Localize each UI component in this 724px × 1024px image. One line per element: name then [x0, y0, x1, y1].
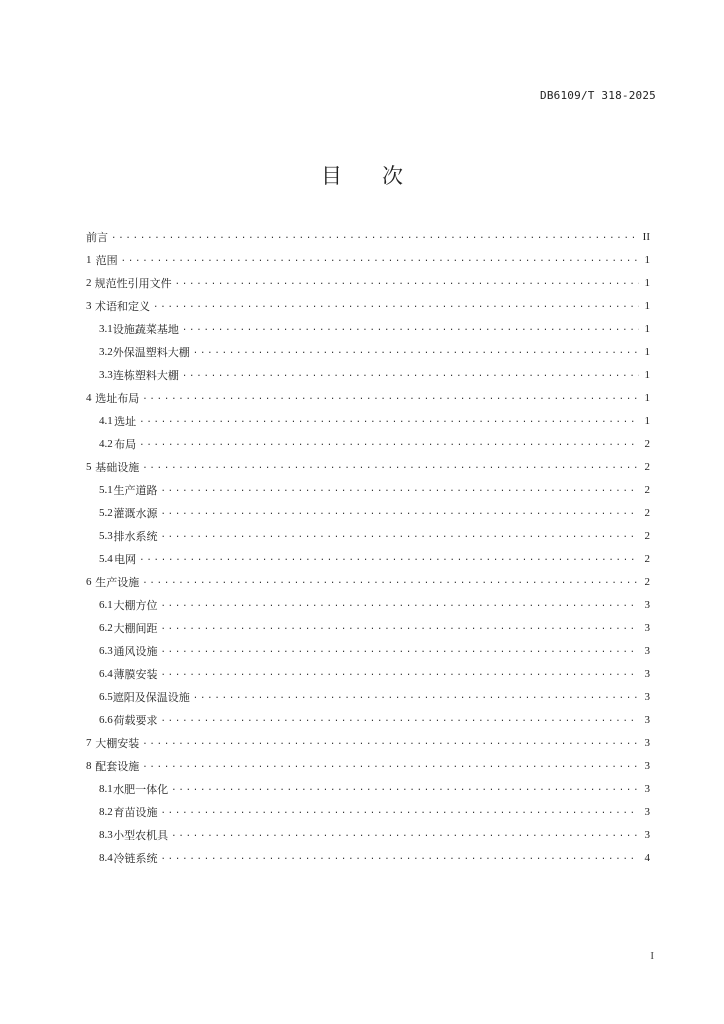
- toc-entry-number: 8: [86, 759, 92, 772]
- toc-entry-page: II: [642, 230, 650, 243]
- toc-entry-label: 配套设施: [95, 759, 140, 773]
- toc-entry[interactable]: [86, 685, 650, 708]
- toc-entry-number: 3.2: [99, 345, 113, 358]
- toc-entry-label: 规范性引用文件: [94, 276, 172, 290]
- toc-entry-label: 小型农机具: [113, 828, 169, 842]
- toc-entry[interactable]: [86, 547, 650, 570]
- toc-entry-label: 生产设施: [95, 575, 140, 589]
- toc-entry[interactable]: [86, 271, 650, 294]
- toc-entry[interactable]: [86, 662, 650, 685]
- toc-entry-number: 3.1: [99, 322, 113, 335]
- toc-entry[interactable]: [86, 846, 650, 869]
- toc-entry-page: 1: [644, 368, 650, 381]
- toc-entry[interactable]: [86, 478, 650, 501]
- dot-leader: [160, 507, 639, 518]
- toc-entry-label: 水肥一体化: [113, 782, 169, 796]
- toc-entry[interactable]: [86, 501, 650, 524]
- toc-entry-label: 排水系统: [113, 529, 158, 543]
- title-char-2: 次: [382, 164, 403, 188]
- toc-entry-label: 连栋塑料大棚: [112, 368, 179, 382]
- toc-entry-number: 8.1: [99, 782, 113, 795]
- dot-leader: [160, 714, 639, 725]
- dot-leader: [142, 576, 639, 587]
- toc-entry-number: 6.2: [99, 621, 113, 634]
- toc-entry-label: 荷载要求: [113, 713, 158, 727]
- toc-entry-label: 选址: [114, 414, 137, 428]
- toc-entry-label: 基础设施: [95, 460, 140, 474]
- dot-leader: [160, 530, 639, 541]
- toc-entry-number: 7: [86, 736, 92, 749]
- toc-entry-label: 遮阳及保温设施: [112, 690, 190, 704]
- page-number: I: [650, 950, 654, 962]
- page-title: [0, 160, 724, 190]
- toc-entry[interactable]: [86, 248, 650, 271]
- toc-entry-page: 3: [644, 667, 650, 680]
- toc-entry[interactable]: [86, 570, 650, 593]
- toc-entry-number: 1: [86, 253, 92, 266]
- dot-leader: [160, 852, 639, 863]
- toc-entry[interactable]: [86, 317, 650, 340]
- toc-entry-number: 8.4: [99, 851, 113, 864]
- dot-leader: [160, 668, 639, 679]
- toc-entry[interactable]: [86, 708, 650, 731]
- toc-entry-number: 2: [86, 276, 92, 289]
- toc-entry-number: 3: [86, 299, 92, 312]
- toc-entry-label: 范围: [95, 253, 118, 267]
- dot-leader: [182, 369, 639, 380]
- toc-entry-number: 6.3: [99, 644, 113, 657]
- toc-entry-page: 2: [644, 552, 650, 565]
- toc-entry-number: 4.1: [99, 414, 113, 427]
- toc-entry[interactable]: [86, 754, 650, 777]
- toc-entry-label: 冷链系统: [113, 851, 158, 865]
- dot-leader: [139, 438, 639, 449]
- toc-entry-label: 大棚方位: [113, 598, 158, 612]
- toc-entry-label: 布局: [114, 437, 137, 451]
- toc-entry-label: 电网: [114, 552, 137, 566]
- toc-entry-label: 大棚安装: [95, 736, 140, 750]
- toc-entry-number: 6.5: [99, 690, 113, 703]
- toc-entry-page: 3: [644, 690, 650, 703]
- dot-leader: [160, 599, 639, 610]
- toc-entry-number: 8.3: [99, 828, 113, 841]
- toc-entry-page: 2: [644, 506, 650, 519]
- dot-leader: [139, 553, 639, 564]
- toc-entry[interactable]: [86, 777, 650, 800]
- toc-entry-label: 育苗设施: [113, 805, 158, 819]
- toc-entry-label: 术语和定义: [95, 299, 151, 313]
- toc-entry-page: 3: [644, 598, 650, 611]
- toc-entry-page: 4: [644, 851, 650, 864]
- toc-entry-number: 5.4: [99, 552, 113, 565]
- toc-entry-page: 1: [644, 276, 650, 289]
- toc-entry[interactable]: [86, 593, 650, 616]
- toc-entry-page: 3: [644, 644, 650, 657]
- toc-entry-page: 3: [644, 713, 650, 726]
- toc-entry-number: 6.6: [99, 713, 113, 726]
- toc-entry-page: 1: [644, 322, 650, 335]
- toc-entry[interactable]: [86, 616, 650, 639]
- dot-leader: [160, 622, 639, 633]
- toc-entry-number: 6: [86, 575, 92, 588]
- dot-leader: [142, 461, 639, 472]
- toc-entry[interactable]: [86, 524, 650, 547]
- toc-entry[interactable]: [86, 432, 650, 455]
- toc-entry[interactable]: [86, 294, 650, 317]
- toc-entry-page: 2: [644, 529, 650, 542]
- toc-entry[interactable]: [86, 340, 650, 363]
- toc-entry-number: 5: [86, 460, 92, 473]
- toc-entry-label: 大棚间距: [113, 621, 158, 635]
- dot-leader: [160, 484, 639, 495]
- dot-leader: [175, 277, 639, 288]
- toc-entry-label: 灌溉水源: [113, 506, 158, 520]
- toc-entry-page: 1: [644, 299, 650, 312]
- dot-leader: [160, 806, 639, 817]
- title-char-1: 目: [321, 164, 342, 188]
- toc-entry[interactable]: [86, 363, 650, 386]
- table-of-contents: [86, 225, 650, 869]
- dot-leader: [142, 737, 639, 748]
- toc-entry[interactable]: [86, 409, 650, 432]
- dot-leader: [160, 645, 639, 656]
- toc-entry[interactable]: [86, 386, 650, 409]
- toc-entry-number: 4: [86, 391, 92, 404]
- toc-entry-label: 前言: [86, 230, 108, 244]
- document-number: DB6109/T 318-2025: [540, 89, 656, 102]
- toc-entry-number: 5.1: [99, 483, 113, 496]
- toc-entry-page: 3: [644, 782, 650, 795]
- toc-entry[interactable]: [86, 455, 650, 478]
- dot-leader: [139, 415, 639, 426]
- toc-entry-label: 生产道路: [113, 483, 158, 497]
- toc-entry-label: 外保温塑料大棚: [112, 345, 190, 359]
- dot-leader: [142, 392, 639, 403]
- dot-leader: [153, 300, 639, 311]
- toc-entry-page: 1: [644, 345, 650, 358]
- dot-leader: [121, 254, 639, 265]
- dot-leader: [171, 829, 639, 840]
- toc-entry-number: 4.2: [99, 437, 113, 450]
- toc-entry-page: 3: [644, 828, 650, 841]
- toc-entry-page: 1: [644, 391, 650, 404]
- toc-entry-page: 3: [644, 621, 650, 634]
- toc-entry[interactable]: [86, 731, 650, 754]
- dot-leader: [182, 323, 639, 334]
- toc-entry-number: 8.2: [99, 805, 113, 818]
- toc-entry-label: 设施蔬菜基地: [112, 322, 179, 336]
- toc-entry-number: 5.3: [99, 529, 113, 542]
- toc-entry[interactable]: [86, 823, 650, 846]
- toc-entry-page: 3: [644, 736, 650, 749]
- dot-leader: [171, 783, 639, 794]
- dot-leader: [142, 760, 639, 771]
- dot-leader: [111, 231, 639, 242]
- toc-entry-number: 5.2: [99, 506, 113, 519]
- toc-entry-number: 6.4: [99, 667, 113, 680]
- toc-entry-page: 3: [644, 759, 650, 772]
- toc-entry-page: 2: [644, 575, 650, 588]
- toc-entry-page: 1: [644, 414, 650, 427]
- toc-entry-label: 薄膜安装: [113, 667, 158, 681]
- toc-entry-number: 6.1: [99, 598, 113, 611]
- toc-entry-label: 选址布局: [95, 391, 140, 405]
- dot-leader: [193, 346, 639, 357]
- toc-entry-label: 通风设施: [113, 644, 158, 658]
- toc-entry-page: 1: [644, 253, 650, 266]
- toc-entry-page: 2: [644, 460, 650, 473]
- dot-leader: [193, 691, 639, 702]
- toc-entry-page: 3: [644, 805, 650, 818]
- toc-entry[interactable]: [86, 225, 650, 248]
- toc-entry-number: 3.3: [99, 368, 113, 381]
- toc-entry-page: 2: [644, 483, 650, 496]
- toc-entry[interactable]: [86, 639, 650, 662]
- toc-entry-page: 2: [644, 437, 650, 450]
- toc-entry[interactable]: [86, 800, 650, 823]
